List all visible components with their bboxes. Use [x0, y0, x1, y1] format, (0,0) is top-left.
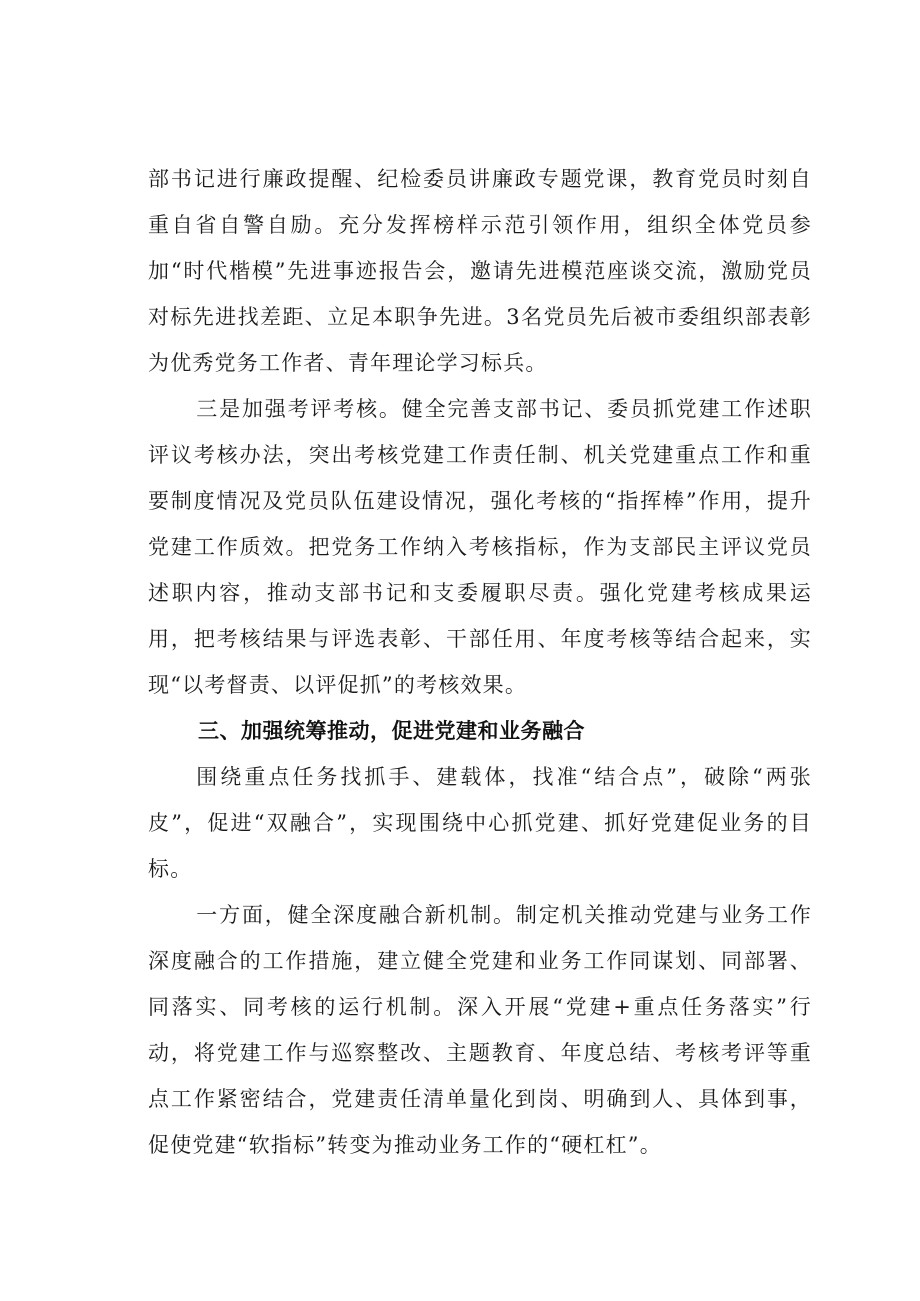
paragraph-strengthen-assessment: 三是加强考评考核。健全完善支部书记、委员抓党建工作述职评议考核办法，突出考核党建工作责任制、机关党建重点工作和重要制度情况及党员队伍建设情况，强化考核的“指挥棒”作用，提升党建工作质效。把党务工作纳入考核指标，作为支部民主评议党员述职内容，推动支部书记和支委履职尽责。强化党建考核成果运用，把考核结果与评选表彰、干部任用、年度考核等结合起来，实现“以考督责、以评促抓”的考核效果。: [148, 397, 812, 697]
paragraph-integration-mechanism: 一方面，健全深度融合新机制。制定机关推动党建与业务工作深度融合的工作措施，建立健全党建和业务工作同谋划、同部署、同落实、同考核的运行机制。深入开展“党建+重点任务落实”行动，将党建工作与巡察整改、主题教育、年度总结、考核考评等重点工作紧密结合，党建责任清单量化到岗、明确到人、具体到事，促使党建“软指标”转变为推动业务工作的“硬杠杠”。: [148, 903, 812, 1157]
document-body: [148, 156, 812, 1168]
section-heading-3: 三、加强统筹推动，促进党建和业务融合: [198, 719, 585, 743]
paragraph-party-discipline-education: 部书记进行廉政提醒、纪检委员讲廉政专题党课，教育党员时刻自重自省自警自励。充分发挥榜样示范引领作用，组织全体党员参加“时代楷模”先进事迹报告会，邀请先进模范座谈交流，激励党员对标先进找差距、立足本职争先进。3名党员先后被市委组织部表彰为优秀党务工作者、青年理论学习标兵。: [148, 167, 812, 375]
paragraph-integration-intro: 围绕重点任务找抓手、建载体，找准“结合点”，破除“两张皮”，促进“双融合”，实现围绕中心抓党建、抓好党建促业务的目标。: [148, 765, 812, 881]
